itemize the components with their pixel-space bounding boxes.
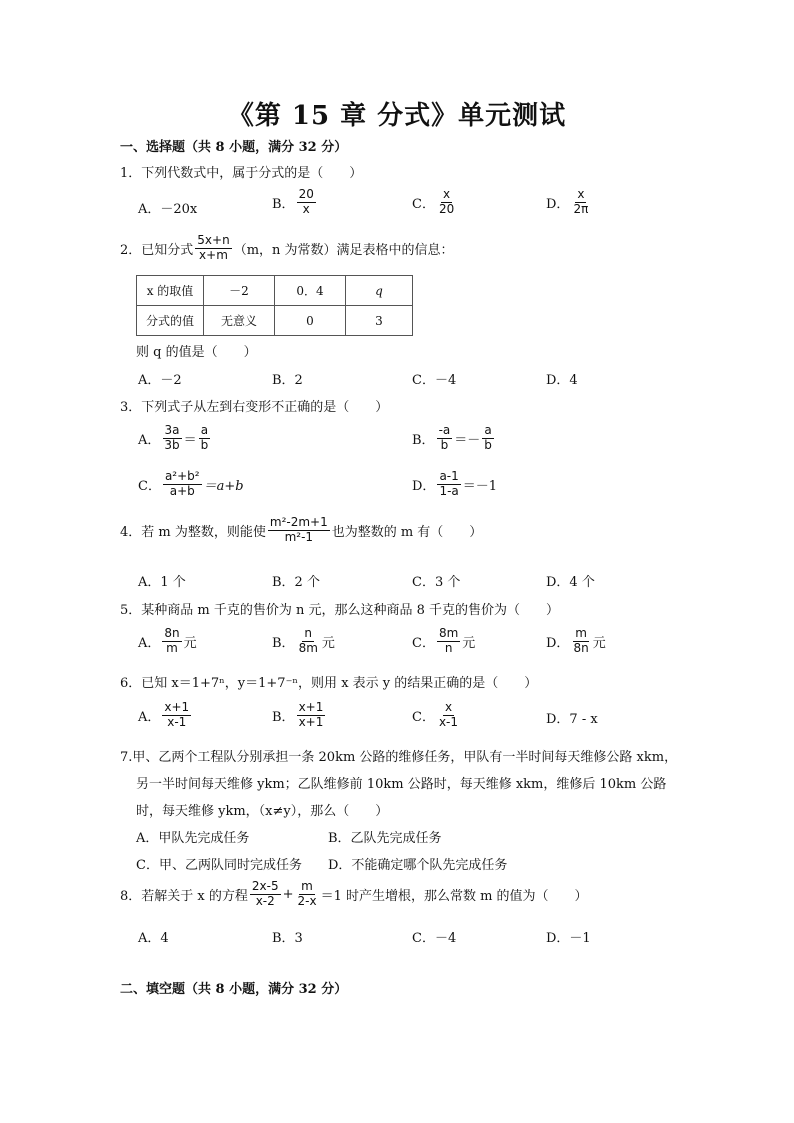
- question-1-stem: 1．下列代数式中，属于分式的是（ ）: [120, 166, 363, 181]
- fraction: [295, 880, 318, 909]
- denominator: b: [440, 437, 449, 452]
- numerator: 5x+n: [197, 233, 230, 247]
- denominator: b: [200, 437, 209, 452]
- table-cell: x 的取值: [137, 276, 204, 306]
- option-label: D．: [546, 196, 570, 212]
- option-label: A．: [138, 709, 161, 725]
- question-8-stem: [120, 880, 588, 909]
- q8-option-a: A．4: [138, 931, 169, 946]
- numerator: m: [301, 879, 313, 893]
- fraction: [571, 188, 590, 217]
- denominator: x-2: [255, 893, 275, 908]
- option-label: B．: [412, 432, 435, 448]
- section-heading-choice: 一、选择题（共 8 小题，满分 32 分）: [120, 140, 348, 155]
- unit: 元: [183, 635, 197, 651]
- denominator: x: [302, 201, 310, 216]
- denominator: x+1: [298, 714, 324, 729]
- question-6-stem: 6．已知 x＝1+7ⁿ，y＝1+7⁻ⁿ，则用 x 表示 y 的结果正确的是（ ）: [120, 676, 538, 691]
- fraction: [199, 424, 211, 453]
- q3-option-d: [412, 470, 497, 499]
- equals: ＝－: [454, 432, 481, 448]
- denominator: 2π: [573, 201, 589, 216]
- fraction: [163, 470, 202, 499]
- denominator: 8n: [573, 640, 589, 655]
- equals: ＝: [183, 432, 197, 448]
- q4-option-b: B．2 个: [272, 575, 320, 590]
- q3-option-b: [412, 424, 496, 453]
- stem-text: 也为整数的 m 有（ ）: [331, 524, 483, 540]
- equals: ＝a+b: [203, 478, 244, 494]
- q4-option-c: C．3 个: [412, 575, 461, 590]
- question-7-line-3: 时，每天维修 ykm，（x≠y），那么（ ）: [136, 804, 389, 819]
- denominator: n: [444, 640, 453, 655]
- option-label: C．: [412, 196, 435, 212]
- table-cell: 分式的值: [137, 306, 204, 336]
- numerator: 8n: [164, 626, 180, 640]
- q5-option-c: [412, 627, 475, 656]
- denominator: 3b: [164, 437, 180, 452]
- fraction: [437, 701, 460, 730]
- fraction: [195, 234, 231, 263]
- denominator: 20: [438, 201, 455, 216]
- fraction: [297, 627, 320, 656]
- question-5-stem: 5．某种商品 m 千克的售价为 n 元，那么这种商品 8 千克的售价为（ ）: [120, 603, 560, 618]
- unit: 元: [321, 635, 335, 651]
- numerator: m²-2m+1: [269, 515, 328, 529]
- fraction: [482, 424, 494, 453]
- denominator: x-1: [438, 714, 459, 729]
- numerator: x+1: [164, 700, 190, 714]
- q8-option-c: C．－4: [412, 931, 457, 946]
- denominator: 8m: [298, 640, 318, 655]
- stem-text: 4．若 m 为整数，则能使: [120, 524, 266, 540]
- option-label: D．: [546, 635, 570, 651]
- section-heading-fill-blank: 二、填空题（共 8 小题，满分 32 分）: [120, 982, 348, 997]
- fraction: [268, 516, 330, 545]
- table-cell: 3: [346, 306, 413, 336]
- denominator: x-1: [167, 714, 187, 729]
- q2-option-c: C．－4: [412, 373, 457, 388]
- table-cell: 0: [275, 306, 346, 336]
- q3-option-a: [138, 424, 212, 453]
- q5-option-b: [272, 627, 335, 656]
- numerator: 3a: [164, 423, 180, 437]
- q6-option-c: [412, 701, 462, 730]
- option-label: B．: [272, 635, 295, 651]
- unit: 元: [592, 635, 606, 651]
- q2-option-d: D．4: [546, 373, 578, 388]
- q7-option-a: A．甲队先完成任务: [136, 831, 250, 846]
- numerator: a-1: [439, 469, 459, 483]
- option-label: C．: [412, 709, 435, 725]
- stem-text: 2．已知分式: [120, 242, 194, 258]
- fraction: [297, 701, 326, 730]
- unit: 元: [462, 635, 476, 651]
- numerator: 8m: [438, 626, 459, 640]
- option-label: D．: [412, 478, 436, 494]
- q2-option-b: B．2: [272, 373, 303, 388]
- table-cell: －2: [204, 276, 275, 306]
- numerator: a: [484, 423, 492, 437]
- numerator: x: [577, 187, 585, 201]
- denominator: 2-x: [297, 893, 317, 908]
- option-label: B．: [272, 709, 295, 725]
- numerator: a: [200, 423, 209, 437]
- numerator: -a: [438, 423, 451, 437]
- q6-option-d: D．7 - x: [546, 712, 598, 727]
- numerator: n: [304, 626, 313, 640]
- question-2-stem: [120, 234, 454, 263]
- question-4-stem: [120, 516, 482, 545]
- numerator: 2x-5: [251, 879, 279, 893]
- fraction: [162, 701, 191, 730]
- denominator: m: [166, 640, 178, 655]
- denominator: a+b: [169, 483, 195, 498]
- q1-option-b: [272, 188, 318, 217]
- stem-text: ＝1 时产生增根，那么常数 m 的值为（ ）: [320, 888, 588, 904]
- q8-option-d: D．－1: [546, 931, 591, 946]
- numerator: a²+b²: [164, 469, 200, 483]
- q8-option-b: B．3: [272, 931, 303, 946]
- fraction: [250, 880, 281, 909]
- denominator: x+m: [199, 247, 228, 262]
- q7-option-d: D．不能确定哪个队先完成任务: [328, 858, 508, 873]
- option-label: C．: [138, 478, 161, 494]
- question-2-followup: 则 q 的值是（ ）: [136, 345, 257, 360]
- equals: ＝－1: [462, 478, 498, 494]
- fraction: [437, 627, 460, 656]
- q6-option-a: [138, 701, 193, 730]
- table-row: [137, 306, 413, 336]
- q4-option-a: A．1 个: [138, 575, 186, 590]
- numerator: x: [443, 187, 451, 201]
- q1-option-a: A．－20x: [138, 202, 198, 217]
- q5-option-a: [138, 627, 197, 656]
- q1-option-d: [546, 188, 592, 217]
- table-row: [137, 276, 413, 306]
- q6-option-b: [272, 701, 327, 730]
- denominator: 1-a: [439, 483, 459, 498]
- fraction: [437, 470, 460, 499]
- page-title: 《第 15 章 分式》单元测试: [227, 101, 567, 131]
- option-label: A．: [138, 635, 161, 651]
- table-cell: 无意义: [204, 306, 275, 336]
- q7-option-c: C．甲、乙两队同时完成任务: [136, 858, 302, 873]
- q5-option-d: [546, 627, 606, 656]
- value-table: [136, 275, 413, 336]
- question-7-line-2: 另一半时间每天维修 ykm；乙队维修前 10km 公路时，每天维修 xkm，维修后 10km 公路: [136, 777, 667, 792]
- q4-option-d: D．4 个: [546, 575, 595, 590]
- plus-sign: +: [282, 886, 294, 902]
- fraction: [162, 627, 181, 656]
- denominator: m²-1: [284, 529, 314, 544]
- q1-option-c: [412, 188, 458, 217]
- fraction: [437, 188, 456, 217]
- numerator: x: [444, 700, 453, 714]
- option-label: C．: [412, 635, 435, 651]
- option-label: B．: [272, 196, 295, 212]
- fraction: [297, 188, 316, 217]
- stem-text: （m，n 为常数）满足表格中的信息：: [233, 242, 454, 258]
- table-cell: q: [346, 276, 413, 306]
- denominator: b: [484, 437, 492, 452]
- table-cell: 0．4: [275, 276, 346, 306]
- question-7-line-1: 7.甲、乙两个工程队分别承担一条 20km 公路的维修任务，甲队有一半时间每天维修公路 xkm，: [120, 750, 678, 765]
- q3-option-c: [138, 470, 244, 499]
- stem-text: 8．若解关于 x 的方程: [120, 888, 248, 904]
- numerator: 20: [298, 187, 314, 201]
- fraction: [162, 424, 181, 453]
- fraction: [437, 424, 453, 453]
- q2-option-a: A．－2: [138, 373, 182, 388]
- numerator: x+1: [298, 700, 324, 714]
- fraction: [571, 627, 590, 656]
- question-3-stem: 3．下列式子从左到右变形不正确的是（ ）: [120, 400, 389, 415]
- option-label: A．: [138, 432, 161, 448]
- numerator: m: [575, 626, 587, 640]
- q7-option-b: B．乙队先完成任务: [328, 831, 442, 846]
